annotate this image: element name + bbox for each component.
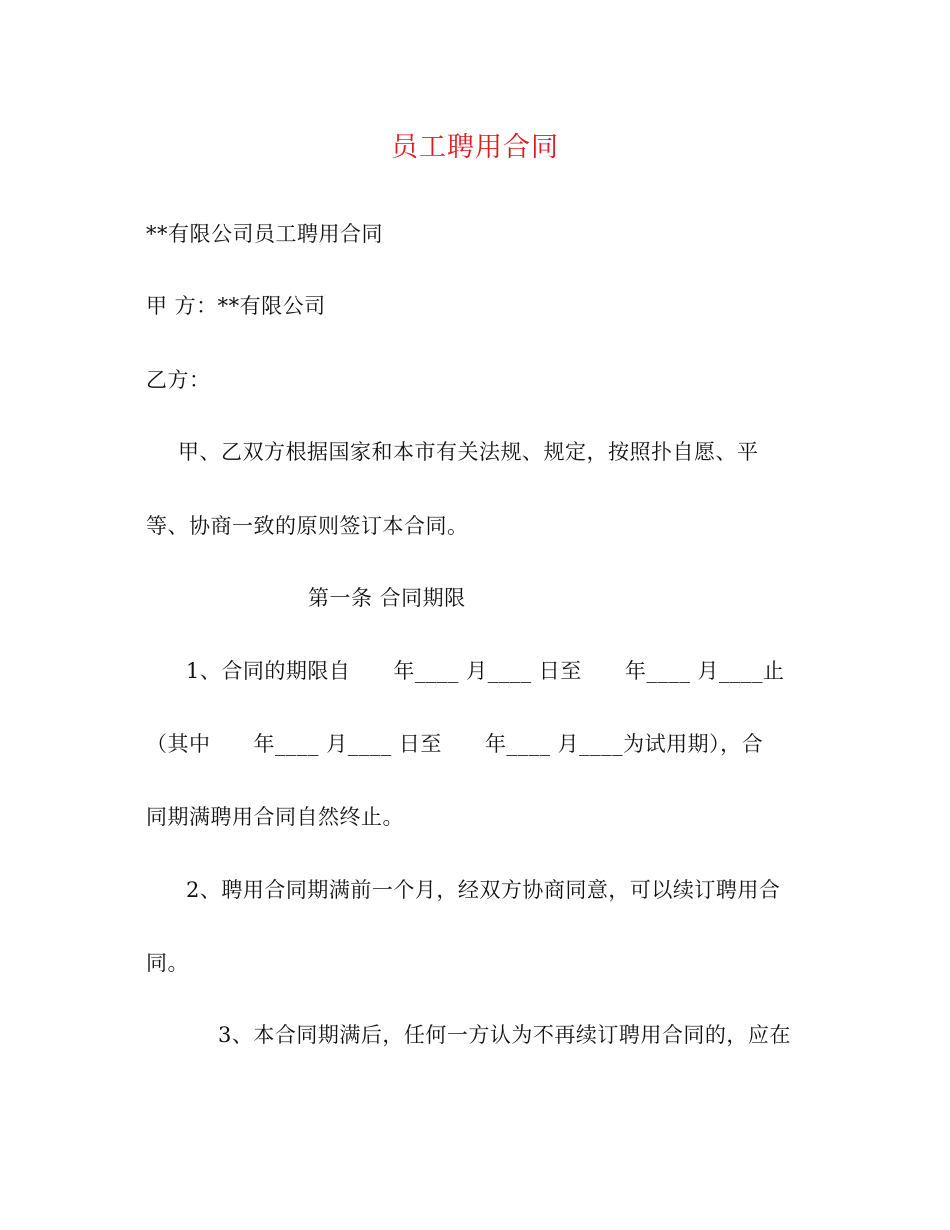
clause-2-line-1: 2、聘用合同期满前一个月，经双方协商同意，可以续订聘用合 [186,878,781,902]
clause-3-line-1: 3、本合同期满后，任何一方认为不再续订聘用合同的，应在 [218,1023,791,1047]
document-title: 员工聘用合同 [391,132,559,163]
clause-1-line-1: 1、合同的期限自 年____ 月____ 日至 年____ 月____止 [186,659,785,683]
intro-paragraph-line-1: 甲、乙双方根据国家和本市有关法规、规定，按照扑自愿、平 [178,440,759,464]
clause-1-line-2: （其中 年____ 月____ 日至 年____ 月____为试用期），合 [146,732,764,756]
intro-paragraph-line-2: 等、协商一致的原则签订本合同。 [146,514,469,538]
party-a-line: 甲 方：**有限公司 [146,294,326,318]
article-1-heading: 第一条 合同期限 [308,586,466,610]
clause-1-line-3: 同期满聘用合同自然终止。 [146,805,404,829]
clause-2-line-2: 同。 [146,951,189,975]
party-b-line: 乙方： [146,368,211,392]
company-contract-name: **有限公司员工聘用合同 [146,222,383,246]
